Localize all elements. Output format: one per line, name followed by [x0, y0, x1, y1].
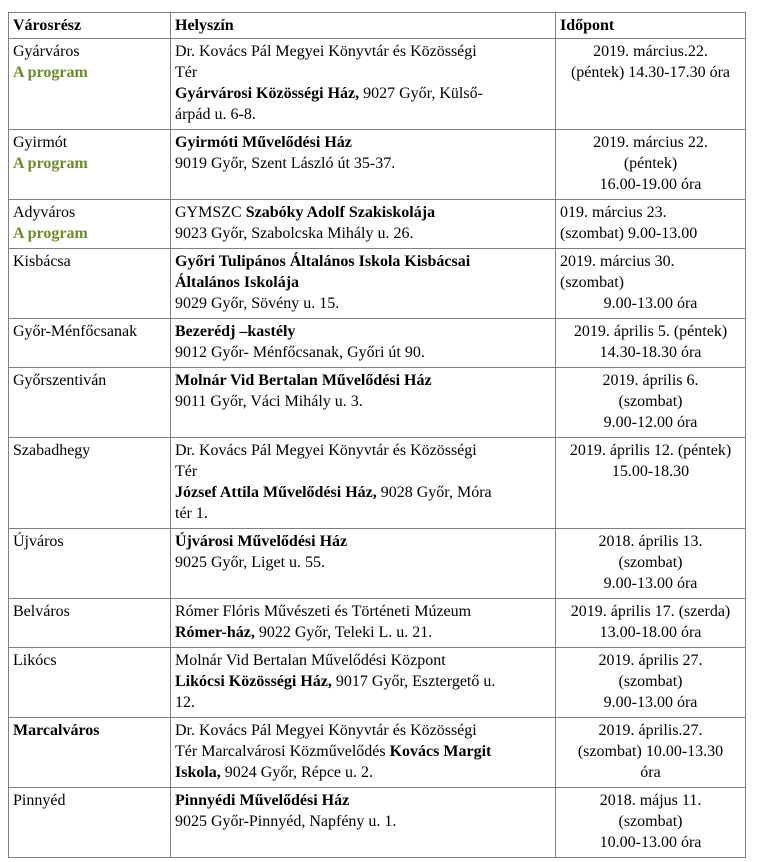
- time-line: (szombat): [618, 813, 683, 830]
- district-name: Adyváros: [13, 204, 76, 221]
- district-cell: [9, 130, 171, 200]
- time-cell: [556, 200, 746, 249]
- district-name: Marcalváros: [13, 722, 100, 739]
- venue-text: Tér Marcalvárosi Közművelődés: [175, 743, 390, 760]
- events-table-body: [9, 39, 746, 858]
- table-header: [9, 13, 746, 39]
- time-cell: [556, 319, 746, 368]
- time-line: 13.00-18.00 óra: [599, 624, 702, 641]
- district-name: Likócs: [13, 652, 57, 669]
- table-row: [9, 200, 746, 249]
- venue-text: 9023 Győr, Szabolcska Mihály u. 26.: [175, 225, 414, 242]
- header-helyszin: Helyszín: [171, 13, 556, 39]
- district-name: Belváros: [13, 603, 70, 620]
- district-cell: [9, 39, 171, 130]
- time-line: 2019. április 17. (szerda): [570, 603, 731, 620]
- district-cell: [9, 200, 171, 249]
- venue-text: Molnár Vid Bertalan Művelődési Központ: [175, 652, 446, 669]
- time-line: 2019. április 27.: [598, 652, 703, 669]
- time-line: 10.00-13.00 óra: [599, 834, 702, 851]
- time-line: 9.00-13.00 óra: [603, 295, 698, 312]
- venue-name-bold: Győri Tulipános Általános Iskola Kisbácsai: [175, 253, 471, 270]
- time-line: 9.00-13.00 óra: [603, 694, 698, 711]
- time-line: (péntek): [623, 155, 678, 172]
- venue-text: 9025 Győr-Pinnyéd, Napfény u. 1.: [175, 813, 397, 830]
- time-line: 16.00-19.00 óra: [599, 176, 702, 193]
- venue-cell: [171, 438, 556, 529]
- time-line: 15.00-18.30: [611, 463, 690, 480]
- venue-cell: [171, 648, 556, 718]
- venue-text: Dr. Kovács Pál Megyei Könyvtár és Közösségi: [175, 442, 477, 459]
- time-line: 2018. április 13.: [598, 533, 703, 550]
- venue-text: Tér: [175, 64, 198, 81]
- program-link[interactable]: A program: [13, 225, 88, 242]
- venue-text: 9024 Győr, Répce u. 2.: [220, 764, 374, 781]
- time-cell: [556, 39, 746, 130]
- venue-text: 9011 Győr, Váci Mihály u. 3.: [175, 393, 363, 410]
- venue-name-bold: Likócsi Közösségi Ház,: [175, 673, 332, 690]
- venue-name-bold: Rómer-ház,: [175, 624, 255, 641]
- venue-name-bold: József Attila Művelődési Ház,: [175, 484, 377, 501]
- time-line: 2019. március 30.: [560, 253, 675, 270]
- venue-text: tér 1.: [175, 505, 208, 522]
- time-line: (szombat): [618, 393, 683, 410]
- time-line: (szombat) 10.00-13.30: [577, 743, 724, 760]
- district-cell: [9, 599, 171, 648]
- header-varosresz: Városrész: [9, 13, 171, 39]
- venue-cell: [171, 599, 556, 648]
- venue-cell: [171, 529, 556, 599]
- venue-cell: [171, 39, 556, 130]
- header-row: [9, 13, 746, 39]
- venue-text: Tér: [175, 463, 198, 480]
- time-line: óra: [640, 764, 661, 781]
- time-line: (péntek) 14.30-17.30 óra: [570, 64, 731, 81]
- table-row: [9, 368, 746, 438]
- venue-cell: [171, 788, 556, 858]
- time-cell: [556, 599, 746, 648]
- district-name: Újváros: [13, 533, 64, 550]
- district-cell: [9, 788, 171, 858]
- venue-cell: [171, 718, 556, 788]
- venue-text: 9012 Győr- Ménfőcsanak, Győri út 90.: [175, 344, 425, 361]
- venue-text: Dr. Kovács Pál Megyei Könyvtár és Közösségi: [175, 722, 477, 739]
- venue-text: 9017 Győr, Esztergető u.: [331, 673, 496, 690]
- district-name: Gyirmót: [13, 134, 68, 151]
- venue-text: 9029 Győr, Sövény u. 15.: [175, 295, 340, 312]
- venue-cell: [171, 319, 556, 368]
- district-name: Győrszentiván: [13, 372, 107, 389]
- time-cell: [556, 788, 746, 858]
- district-name: Szabadhegy: [13, 442, 91, 459]
- table-row: [9, 648, 746, 718]
- time-line: 2019. április.27.: [598, 722, 703, 739]
- time-line: (szombat): [618, 673, 683, 690]
- venue-cell: [171, 368, 556, 438]
- time-line: 2019. április 6.: [602, 372, 699, 389]
- venue-cell: [171, 200, 556, 249]
- time-line: 9.00-12.00 óra: [603, 414, 698, 431]
- district-cell: [9, 529, 171, 599]
- time-line: 2019. március.22.: [593, 43, 708, 60]
- district-cell: [9, 438, 171, 529]
- time-cell: [556, 648, 746, 718]
- table-row: [9, 599, 746, 648]
- district-name: Pinnyéd: [13, 792, 66, 809]
- venue-name-bold: Kovács Margit: [389, 743, 492, 760]
- venue-name-bold: Újvárosi Művelődési Ház: [175, 533, 348, 550]
- venue-text: Dr. Kovács Pál Megyei Könyvtár és Közösségi: [175, 43, 477, 60]
- time-cell: [556, 249, 746, 319]
- district-name: Kisbácsa: [13, 253, 71, 270]
- venue-name-bold: Bezerédj –kastély: [175, 323, 296, 340]
- venue-name-bold: Iskola,: [175, 764, 221, 781]
- district-cell: [9, 249, 171, 319]
- time-line: 9.00-13.00 óra: [603, 575, 698, 592]
- time-line: 2019. március 22.: [593, 134, 708, 151]
- venue-name-bold: Általános Iskolája: [175, 274, 300, 291]
- time-cell: [556, 718, 746, 788]
- table-row: [9, 529, 746, 599]
- program-link[interactable]: A program: [13, 64, 88, 81]
- table-row: [9, 718, 746, 788]
- venue-text: árpád u. 6-8.: [175, 106, 256, 123]
- district-name: Győr-Ménfőcsanak: [13, 323, 138, 340]
- program-link[interactable]: A program: [13, 155, 88, 172]
- venue-text: 9019 Győr, Szent László út 35-37.: [175, 155, 396, 172]
- venue-cell: [171, 249, 556, 319]
- venue-text: GYMSZC: [175, 204, 246, 221]
- district-cell: [9, 718, 171, 788]
- venue-name-bold: Pinnyédi Művelődési Ház: [175, 792, 350, 809]
- table-row: [9, 319, 746, 368]
- table-row: [9, 438, 746, 529]
- venue-name-bold: Gyárvárosi Közösségi Ház,: [175, 85, 360, 102]
- district-cell: [9, 648, 171, 718]
- time-cell: [556, 368, 746, 438]
- time-line: 2018. május 11.: [599, 792, 702, 809]
- time-line: 2019. április 5. (péntek): [573, 323, 728, 340]
- venue-text: 12.: [175, 694, 195, 711]
- venue-text: Rómer Flóris Művészeti és Történeti Múzeum: [175, 603, 472, 620]
- venue-name-bold: Gyirmóti Művelődési Ház: [175, 134, 352, 151]
- time-cell: [556, 438, 746, 529]
- time-line: 14.30-18.30 óra: [599, 344, 702, 361]
- time-line: (szombat): [560, 274, 624, 291]
- time-line: (szombat) 9.00-13.00: [560, 225, 698, 242]
- time-line: 019. március 23.: [560, 204, 667, 221]
- table-row: [9, 788, 746, 858]
- venue-name-bold: Molnár Vid Bertalan Művelődési Ház: [175, 372, 432, 389]
- time-line: (szombat): [618, 554, 683, 571]
- time-cell: [556, 529, 746, 599]
- venue-text: 9022 Győr, Teleki L. u. 21.: [254, 624, 433, 641]
- district-name: Gyárváros: [13, 43, 80, 60]
- time-cell: [556, 130, 746, 200]
- time-line: 2019. április 12. (péntek): [569, 442, 732, 459]
- header-idopont: Időpont: [556, 13, 746, 39]
- venue-text: 9025 Győr, Liget u. 55.: [175, 554, 326, 571]
- table-row: [9, 39, 746, 130]
- district-cell: [9, 319, 171, 368]
- events-table: [8, 12, 746, 858]
- table-row: [9, 249, 746, 319]
- district-cell: [9, 368, 171, 438]
- venue-text: 9028 Győr, Móra: [376, 484, 492, 501]
- table-row: [9, 130, 746, 200]
- venue-text: 9027 Győr, Külső-: [359, 85, 483, 102]
- venue-name-bold: Szabóky Adolf Szakiskolája: [245, 204, 436, 221]
- venue-cell: [171, 130, 556, 200]
